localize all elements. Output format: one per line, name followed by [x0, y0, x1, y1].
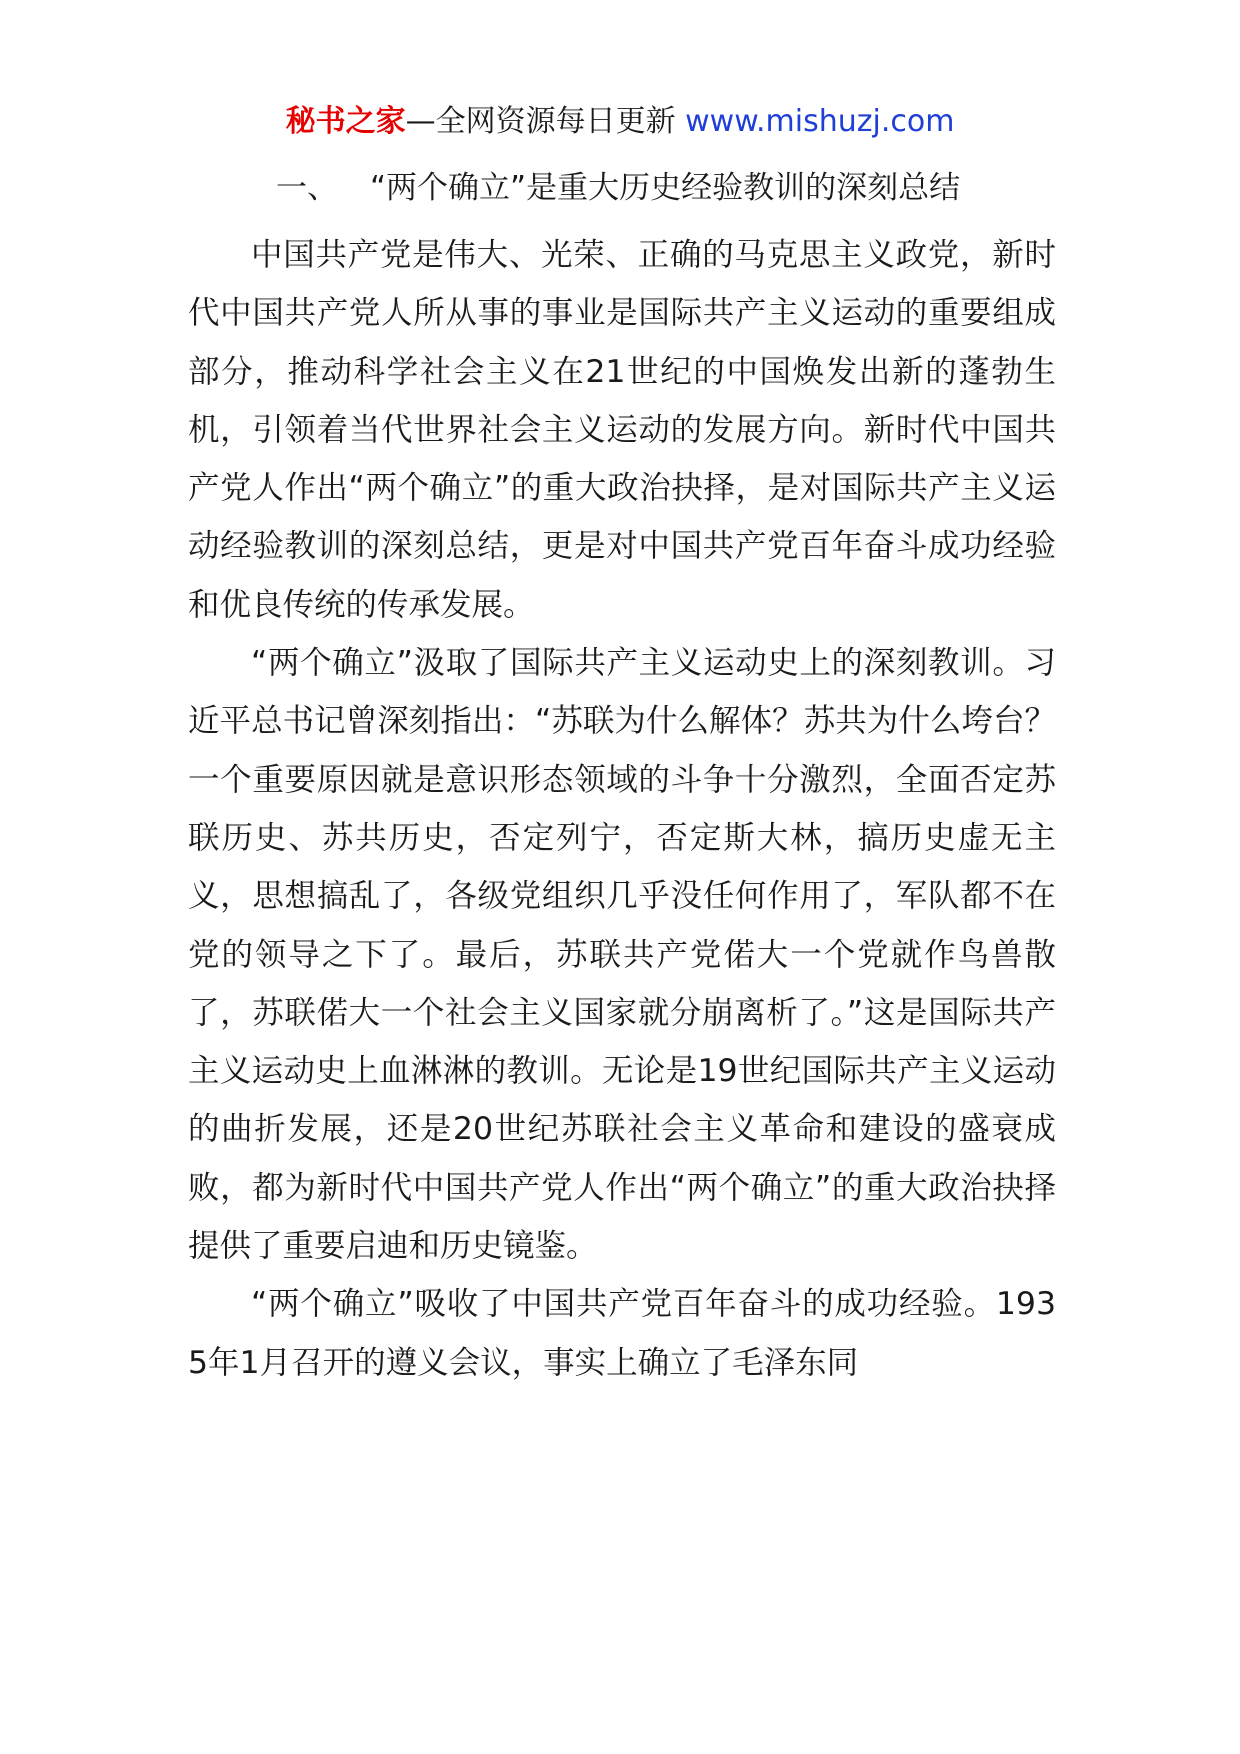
site-brand: 秘书之家: [285, 104, 406, 139]
site-header: [0, 100, 1240, 144]
site-url-link[interactable]: www.mishuzj.com: [685, 104, 955, 139]
section-heading: [276, 166, 1076, 210]
paragraph-1: 中国共产党是伟大、光荣、正确的马克思主义政党，新时代中国共产党人所从事的事业是国际共产主义运动的重要组成部分，推动科学社会主义在21世纪的中国焕发出新的蓬勃生机，引领着当代世界社会主义运动的发展方向。新时代中国共产党人作出“两个确立”的重大政治抉择，是对国际共产主义运动经验教训的深刻总结，更是对中国共产党百年奋斗成功经验和优良传统的传承发展。: [188, 237, 1056, 623]
section-number: 一、: [276, 170, 338, 206]
paragraph-3: “两个确立”吸收了中国共产党百年奋斗的成功经验。1935年1月召开的遵义会议，事实上确立了毛泽东同: [188, 1286, 1056, 1381]
section-title: “两个确立”是重大历史经验教训的深刻总结: [370, 170, 961, 206]
paragraph-2: “两个确立”汲取了国际共产主义运动史上的深刻教训。习近平总书记曾深刻指出：“苏联为什么解体？苏共为什么垮台？一个重要原因就是意识形态领域的斗争十分激烈，全面否定苏联历史、苏共历史，否定列宁，否定斯大林，搞历史虚无主义，思想搞乱了，各级党组织几乎没任何作用了，军队都不在党的领导之下了。最后，苏联共产党偌大一个党就作鸟兽散了，苏联偌大一个社会主义国家就分崩离析了。”这是国际共产主义运动史上血淋淋的教训。无论是19世纪国际共产主义运动的曲折发展，还是20世纪苏联社会主义革命和建设的盛衰成败，都为新时代中国共产党人作出“两个确立”的重大政治抉择提供了重要启迪和历史镜鉴。: [188, 645, 1056, 1265]
site-tagline: —全网资源每日更新: [405, 104, 676, 139]
document-body: [188, 226, 1056, 1392]
